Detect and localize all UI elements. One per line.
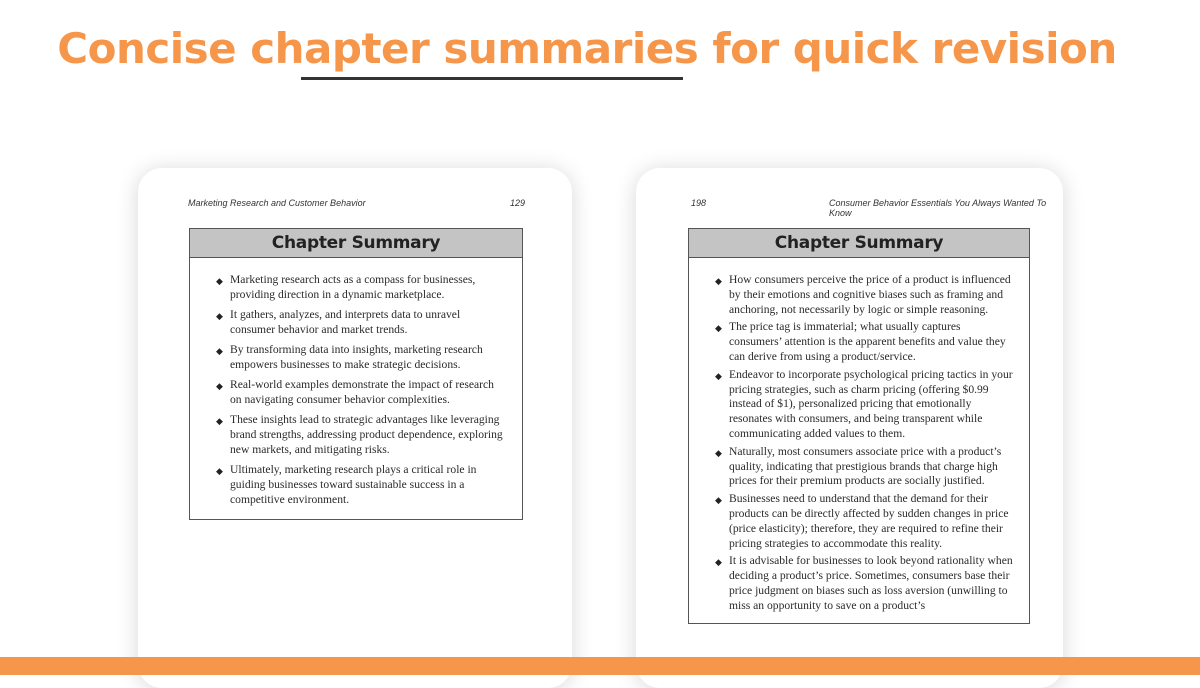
right-running-title: Consumer Behavior Essentials You Always Wanted To Know [829,198,1047,218]
diamond-icon: ◆ [216,311,223,322]
left-summary-title: Chapter Summary [190,229,522,258]
bullet-text: Ultimately, marketing research plays a critical role in guiding businesses toward sustainable success in a competitive environment. [230,463,477,506]
list-item [715,368,1015,442]
list-item [216,308,508,338]
list-item [715,554,1015,613]
list-item [715,273,1015,317]
right-page-number: 198 [691,198,707,208]
right-summary-title: Chapter Summary [689,229,1029,258]
bullet-text: Marketing research acts as a compass for businesses, providing direction in a dynamic marketplace. [230,273,476,301]
headline-underline [301,77,683,80]
left-summary-box [189,228,523,520]
bullet-text: By transforming data into insights, marketing research empowers businesses to make strategic decisions. [230,343,483,371]
bullet-text: Real-world examples demonstrate the impact of research on navigating consumer behavior complexities. [230,378,494,407]
bullet-text: It is advisable for businesses to look beyond rationality when deciding a product’s price. Sometimes, consumers base their price judgment on biases such as loss aversion (unwilling to miss an opportunity to save on a product’s [729,554,1013,612]
left-bullet-list [190,258,522,519]
bullet-text: How consumers perceive the price of a product is influenced by their emotions and cognitive biases such as framing and anchoring, not necessarily by logic or simple reasoning. [729,273,1011,316]
list-item [216,343,508,373]
bullet-text: These insights lead to strategic advantages like leveraging brand strengths, addressing product dependence, exploring new markets, and mitigating risks. [230,413,503,456]
list-item [216,378,508,408]
list-item [715,320,1015,364]
list-item [715,492,1015,551]
list-item [216,463,508,507]
left-book-page [138,168,572,688]
diamond-icon: ◆ [715,323,722,334]
left-running-title: Marketing Research and Customer Behavior [188,198,366,208]
bullet-text: It gathers, analyzes, and interprets data to unravel consumer behavior and market trends. [230,308,461,336]
bottom-accent-bar [0,657,1200,675]
list-item [715,445,1015,489]
bullet-text: Naturally, most consumers associate price with a product’s quality, indicating that prestigious brands that charge high prices for their premium products are socially justified. [729,444,1002,488]
diamond-icon: ◆ [216,346,223,357]
diamond-icon: ◆ [216,416,223,427]
bullet-text: Endeavor to incorporate psychological pricing tactics in your pricing strategies, such as charm pricing (offering $0.99 instead of $1), personalized pricing that emotionally resonates with consumers, and being transparent while communicating added values to them. [729,367,1013,440]
left-page-number: 129 [510,198,526,208]
diamond-icon: ◆ [715,447,722,458]
diamond-icon: ◆ [216,276,223,286]
diamond-icon: ◆ [715,557,722,568]
diamond-icon: ◆ [715,276,722,286]
diamond-icon: ◆ [216,381,223,392]
list-item [216,413,508,457]
headline: Concise chapter summaries for quick revision [57,24,1117,73]
right-summary-box [688,228,1030,624]
diamond-icon: ◆ [715,495,722,506]
bullet-text: The price tag is immaterial; what usually captures consumers’ attention is the apparent benefits and value they can derive from using a product/service. [729,320,1006,363]
right-bullet-list [689,258,1029,623]
right-book-page [636,168,1063,688]
list-item [216,273,508,303]
diamond-icon: ◆ [715,370,722,381]
diamond-icon: ◆ [216,466,223,477]
bullet-text: Businesses need to understand that the demand for their products can be directly affected by sudden changes in price (price elasticity); therefore, they are required to refine their pricing strategies to accommodate this reality. [729,492,1009,550]
